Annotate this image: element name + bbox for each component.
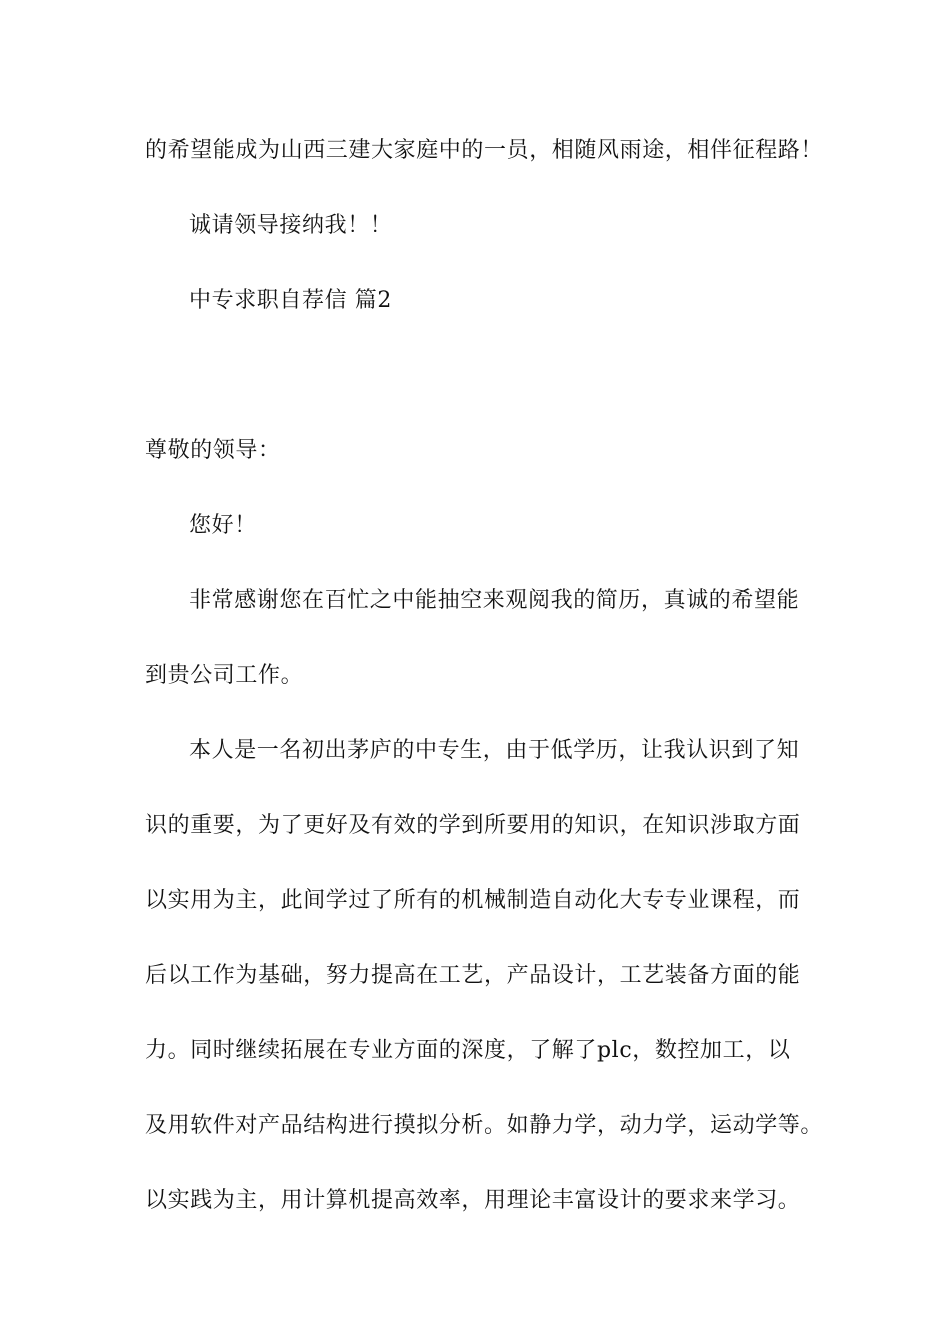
salutation: 尊敬的领导： bbox=[145, 438, 281, 463]
paragraph-line: 以实践为主，用计算机提高效率，用理论丰富设计的要求来学习。 bbox=[145, 1188, 801, 1213]
paragraph-line: 后以工作为基础，努力提高在工艺，产品设计，工艺装备方面的能 bbox=[145, 963, 801, 988]
paragraph-line: 的希望能成为山西三建大家庭中的一员，相随风雨途，相伴征程路！ bbox=[145, 138, 824, 163]
paragraph-line: 诚请领导接纳我！！ bbox=[189, 213, 393, 238]
paragraph-line: 识的重要，为了更好及有效的学到所要用的知识，在知识涉取方面 bbox=[145, 813, 801, 838]
paragraph-line: 本人是一名初出茅庐的中专生，由于低学历，让我认识到了知 bbox=[189, 738, 800, 763]
paragraph-line: 非常感谢您在百忙之中能抽空来观阅我的简历，真诚的希望能 bbox=[189, 588, 800, 613]
section-heading: 中专求职自荐信 篇2 bbox=[189, 288, 392, 313]
paragraph-line: 及用软件对产品结构进行摸拟分析。如静力学，动力学，运动学等。 bbox=[145, 1113, 824, 1138]
greeting: 您好！ bbox=[189, 513, 257, 538]
paragraph-line: 以实用为主，此间学过了所有的机械制造自动化大专专业课程，而 bbox=[145, 888, 801, 913]
paragraph-line: 力。同时继续拓展在专业方面的深度，了解了plc，数控加工，以 bbox=[145, 1038, 791, 1063]
paragraph-line: 到贵公司工作。 bbox=[145, 663, 304, 688]
